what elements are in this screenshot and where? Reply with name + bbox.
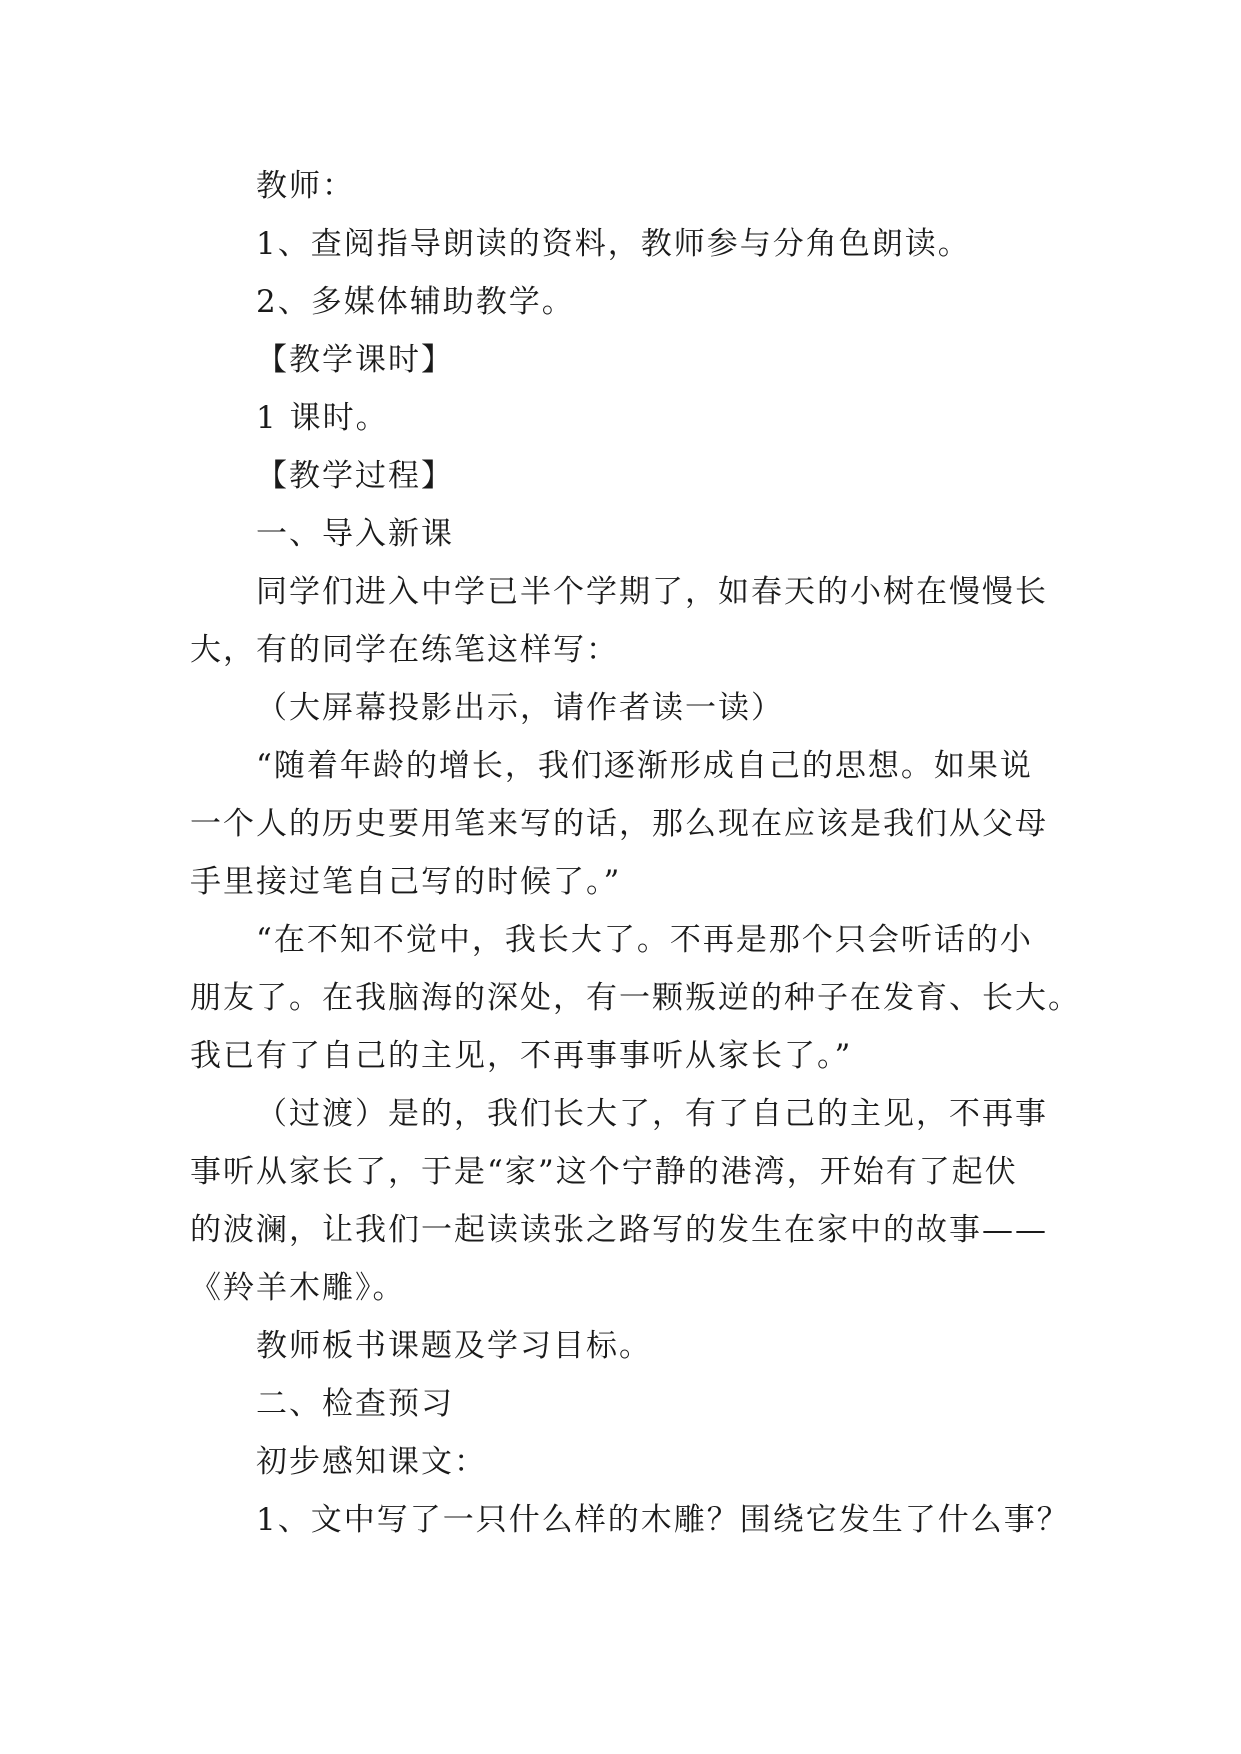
quote-line: 我已有了自己的主见，不再事事听从家长了。” <box>190 1038 853 1074</box>
paragraph-line: 初步感知课文： <box>256 1444 487 1480</box>
section-heading-process: 【教学过程】 <box>256 458 454 494</box>
quote-line: 一个人的历史要用笔来写的话，那么现在应该是我们从父母 <box>190 806 1048 842</box>
paragraph-line: 的波澜，让我们一起读读张之路写的发生在家中的故事—— <box>190 1212 1048 1248</box>
quote-line: “在不知不觉中，我长大了。不再是那个只会听话的小 <box>256 922 1033 958</box>
quote-line: 朋友了。在我脑海的深处，有一颗叛逆的种子在发育、长大。 <box>190 980 1081 1016</box>
teacher-item-1: 1、查阅指导朗读的资料，教师参与分角色朗读。 <box>256 226 971 262</box>
subheading-intro: 一、导入新课 <box>256 516 454 552</box>
teacher-heading: 教师： <box>256 168 355 204</box>
paragraph-line: 大，有的同学在练笔这样写： <box>190 632 619 668</box>
class-hours-text: 1 课时。 <box>256 400 389 436</box>
paragraph-line: 事听从家长了，于是“家”这个宁静的港湾，开始有了起伏 <box>190 1154 1018 1190</box>
quote-line: “随着年龄的增长，我们逐渐形成自己的思想。如果说 <box>256 748 1033 784</box>
paragraph-line: 同学们进入中学已半个学期了，如春天的小树在慢慢长 <box>256 574 1048 610</box>
paragraph-line: （过渡）是的，我们长大了，有了自己的主见，不再事 <box>256 1096 1048 1132</box>
teacher-item-2: 2、多媒体辅助教学。 <box>256 284 575 320</box>
question-line: 1、文中写了一只什么样的木雕？围绕它发生了什么事？ <box>256 1502 1070 1538</box>
section-heading-class-hours: 【教学课时】 <box>256 342 454 378</box>
paragraph-line: （大屏幕投影出示，请作者读一读） <box>256 690 784 726</box>
quote-line: 手里接过笔自己写的时候了。” <box>190 864 622 900</box>
paragraph-line: 教师板书课题及学习目标。 <box>256 1328 652 1364</box>
subheading-preview: 二、检查预习 <box>256 1386 454 1422</box>
paragraph-line: 《羚羊木雕》。 <box>190 1270 406 1306</box>
